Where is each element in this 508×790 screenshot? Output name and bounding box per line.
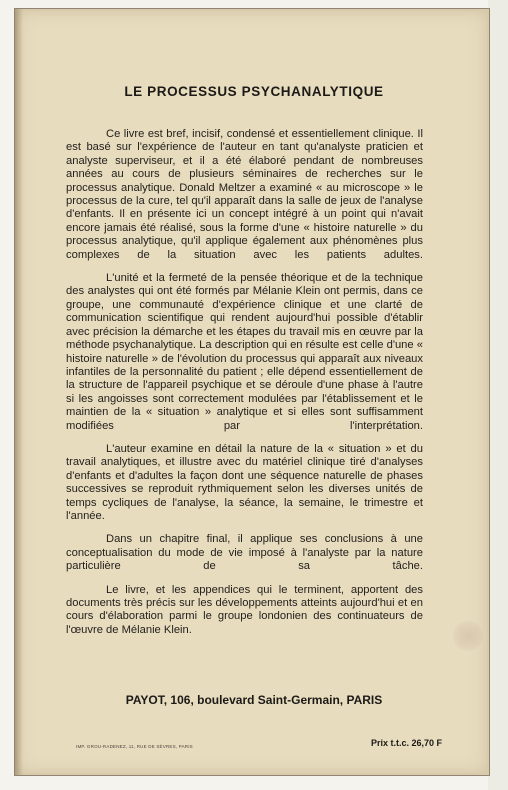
- spine-shadow: [15, 9, 23, 775]
- scan-background: [488, 0, 508, 790]
- blurb-paragraph-3: L'auteur examine en détail la nature de la « situation » et du travail analytiques, et illustre avec du matériel clinique tiré d'analyses d'enfants et d'adultes la façon dont une séquence naturelle de phases successives se reproduit rythmiquement selon les diverses unités de temps cycliques de l'analyse, la séance, la semaine, le trimestre et l'année.: [66, 442, 423, 522]
- blurb-paragraph-5: Le livre, et les appendices qui le terminent, apportent des documents très précis sur les développements atteints aujourd'hui et en cours d'élaboration parmi le groupe londonien des continuateurs de l'œuvre de Mélanie Klein.: [66, 583, 423, 636]
- printer-imprint: IMP. GROU-RADENEZ, 11, RUE DE SÈVRES, PARIS: [76, 744, 193, 749]
- book-title: LE PROCESSUS PSYCHANALYTIQUE: [124, 84, 384, 99]
- blurb-paragraph-2: L'unité et la fermeté de la pensée théorique et de la technique des analystes qui ont été formés par Mélanie Klein ont permis, dans ce groupe, une communauté d'expérience clinique et une clarté de communication scientifique qui rendent aujourd'hui possible d'établir avec précision la démarche et les étapes du travail mis en œuvre par la méthode psychanalytique. La description qui en résulte est celle d'une « histoire naturelle » de l'évolution du processus qui apparaît aux niveaux infantiles de la personnalité du patient ; elle dépend essentiellement de la structure de l'appareil psychique et se déroule d'une phase à l'autre si les angoisses sont correctement modulées par l'établissement et le maintien de la « situation » analytique et si elles sont suffisamment modifiées par l'interprétation.: [66, 272, 423, 432]
- blurb: [66, 128, 423, 647]
- price-label: Prix t.t.c. 26,70 F: [370, 738, 442, 748]
- publisher-line: PAYOT, 106, boulevard Saint-Germain, PARIS: [125, 693, 383, 707]
- blurb-paragraph-4: Dans un chapitre final, il applique ses conclusions à une conceptualisation du mode de vie imposé à l'analyste par la nature particulière de sa tâche.: [66, 533, 423, 573]
- blurb-paragraph-1: Ce livre est bref, incisif, condensé et essentiellement clinique. Il est basé sur l'expérience de l'auteur en tant qu'analyste praticien et analyste superviseur, et il a été élaboré pendant de nombreuses années au cours de plusieurs séminaires de recherches sur le processus analytique. Donald Meltzer a examiné « au microscope » le processus de la cure, tel qu'il apparaît dans la salle de jeux de l'analyse d'enfants. Il en présente ici un concept intégré à un point qui n'avait encore jamais été réalisé, sous la forme d'une « histoire naturelle » du processus analytique, qu'il applique également aux phénomènes plus complexes de la situation avec les patients adultes.: [66, 128, 423, 261]
- paper-stain: [453, 621, 483, 651]
